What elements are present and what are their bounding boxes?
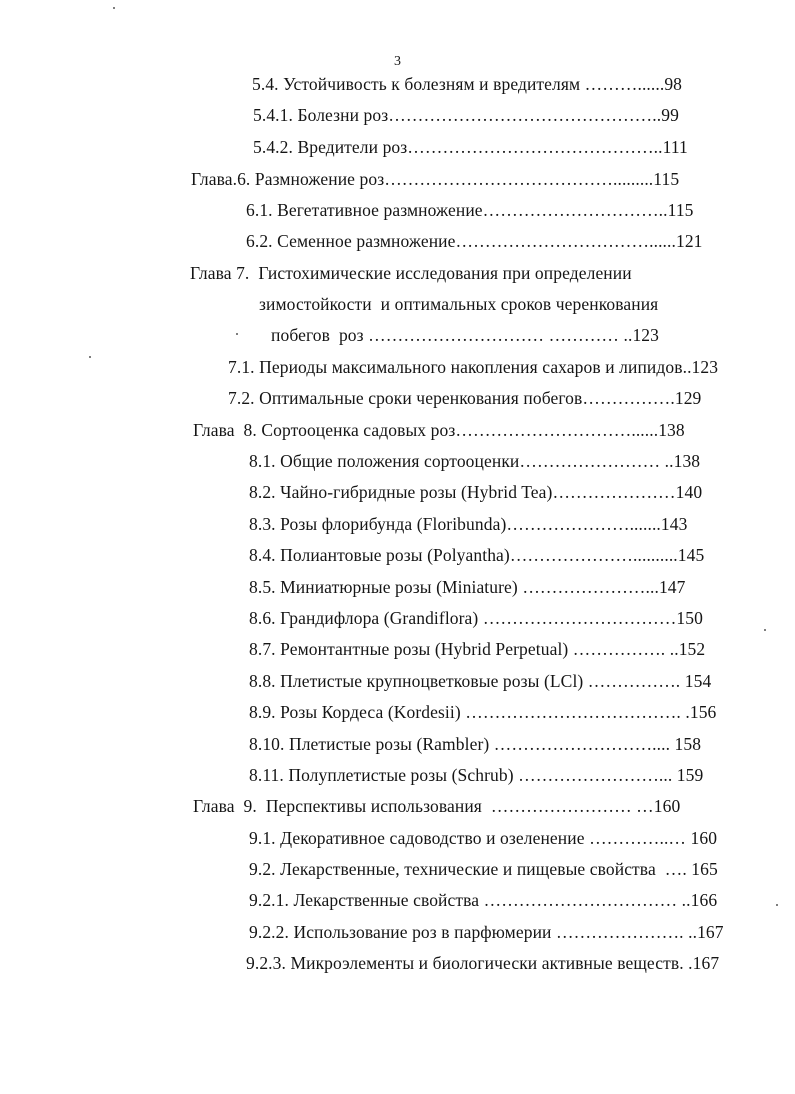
toc-entry-9-2-3: 9.2.3. Микроэлементы и биологически активные веществ. .167 bbox=[246, 953, 720, 973]
toc-entry-8-6: 8.6. Грандифлора (Grandiflora) ……………………………150 bbox=[249, 608, 703, 628]
toc-entry-8-9: 8.9. Розы Кордеса (Kordesii) ………………………………. .156 bbox=[249, 702, 717, 722]
toc-entry-5-4: 5.4. Устойчивость к болезням и вредителям ………......98 bbox=[252, 74, 683, 94]
toc-entry-6-2: 6.2. Семенное размножение……………………………......121 bbox=[246, 231, 703, 251]
scan-speck bbox=[89, 356, 91, 358]
toc-entry-8-7: 8.7. Ремонтантные розы (Hybrid Perpetual) ……………. ..152 bbox=[249, 639, 706, 659]
toc-chapter-6: Глава.6. Размножение роз………………………………….........115 bbox=[191, 169, 680, 189]
toc-entry-7-1: 7.1. Периоды максимального накопления сахаров и липидов..123 bbox=[228, 357, 719, 377]
toc-chapter-7: Глава 7. Гистохимические исследования при определении bbox=[190, 263, 632, 283]
toc-entry-8-8: 8.8. Плетистые крупноцветковые розы (LCl) ……………. 154 bbox=[249, 671, 712, 691]
toc-entry-8-2: 8.2. Чайно-гибридные розы (Hybrid Tea)…………………140 bbox=[249, 482, 703, 502]
toc-entry-9-1: 9.1. Декоративное садоводство и озеленение …………..… 160 bbox=[249, 828, 718, 848]
page-number: 3 bbox=[394, 54, 401, 69]
toc-entry-7-2: 7.2. Оптимальные сроки черенкования побегов…………….129 bbox=[228, 388, 702, 408]
toc-entry-8-5: 8.5. Миниатюрные розы (Miniature) …………………...147 bbox=[249, 577, 686, 597]
toc-entry-5-4-2: 5.4.2. Вредители роз……………………………………..111 bbox=[253, 137, 688, 157]
toc-entry-9-2: 9.2. Лекарственные, технические и пищевые свойства …. 165 bbox=[249, 859, 718, 879]
toc-entry-9-2-2: 9.2.2. Использование роз в парфюмерии …………………. ..167 bbox=[249, 922, 724, 942]
scan-speck bbox=[236, 333, 238, 335]
toc-entry-6-1: 6.1. Вегетативное размножение…………………………..115 bbox=[246, 200, 694, 220]
toc-chapter-7-page: побегов роз ………………………… ………… ..123 bbox=[271, 325, 659, 345]
toc-chapter-8: Глава 8. Сортооценка садовых роз…………………………......138 bbox=[193, 420, 685, 440]
toc-entry-8-11: 8.11. Полуплетистые розы (Schrub) ……………………... 159 bbox=[249, 765, 704, 785]
toc-entry-8-4: 8.4. Полиантовые розы (Polyantha)…………………..........145 bbox=[249, 545, 705, 565]
toc-entry-5-4-1: 5.4.1. Болезни роз………………………………………..99 bbox=[253, 105, 679, 125]
scan-speck bbox=[113, 7, 115, 9]
scan-speck bbox=[776, 904, 778, 906]
toc-entry-8-3: 8.3. Розы флорибунда (Floribunda)………………….......143 bbox=[249, 514, 688, 534]
scan-speck bbox=[764, 629, 766, 631]
toc-chapter-7-cont: зимостойкости и оптимальных сроков черенкования bbox=[259, 294, 659, 314]
toc-entry-8-10: 8.10. Плетистые розы (Rambler) ……………………….... 158 bbox=[249, 734, 702, 754]
toc-chapter-9: Глава 9. Перспективы использования …………………… …160 bbox=[193, 796, 681, 816]
toc-entry-9-2-1: 9.2.1. Лекарственные свойства …………………………… ..166 bbox=[249, 890, 718, 910]
toc-entry-8-1: 8.1. Общие положения сортооценки…………………… ..138 bbox=[249, 451, 701, 471]
